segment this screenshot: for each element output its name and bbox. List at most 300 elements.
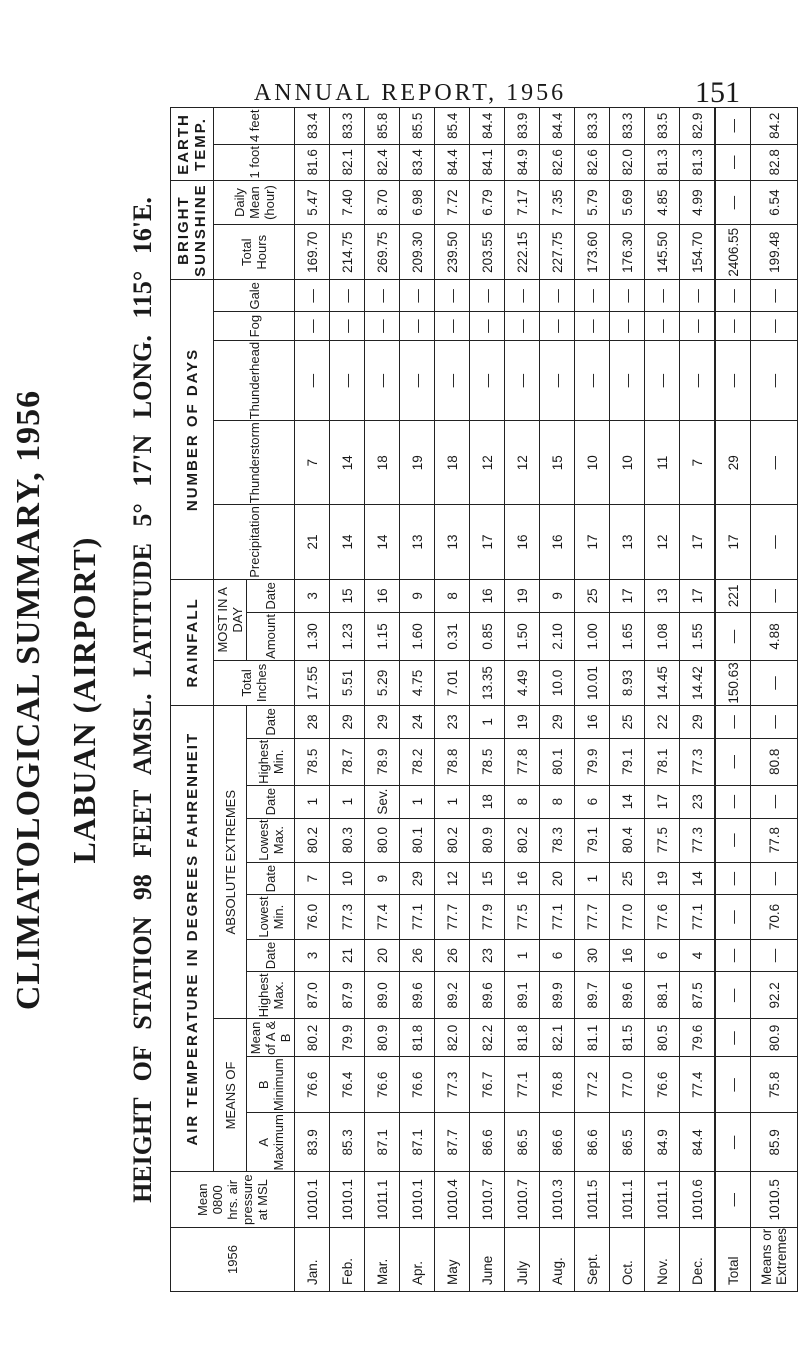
mean-min-header: B Minimum: [247, 1057, 295, 1113]
fog-header: Fog: [214, 312, 295, 341]
table-cell: 80.8: [751, 738, 798, 785]
table-cell: 76.6: [295, 1057, 330, 1113]
table-cell: 1.30: [295, 613, 330, 661]
table-cell: 14: [610, 785, 645, 818]
table-cell: 77.3: [680, 738, 716, 785]
report-title: CLIMATOLOGICAL SUMMARY, 1956: [10, 389, 47, 1011]
table-cell: —: [715, 939, 751, 972]
row-label: Jan.: [295, 1227, 330, 1291]
table-cell: 0.85: [470, 613, 505, 661]
table-cell: 4.99: [680, 180, 716, 224]
table-cell: 26: [400, 939, 435, 972]
table-cell: 0.31: [435, 613, 470, 661]
table-cell: —: [680, 340, 716, 420]
table-cell: 80.1: [540, 738, 575, 785]
mean-max-header: A Maximum: [247, 1113, 295, 1172]
row-label: Mar.: [365, 1227, 400, 1291]
table-cell: —: [751, 862, 798, 895]
table-cell: 82.6: [575, 144, 610, 180]
table-cell: 80.9: [751, 1019, 798, 1057]
table-cell: 77.5: [505, 895, 540, 939]
row-label: July: [505, 1227, 540, 1291]
table-cell: 21: [295, 505, 330, 580]
table-cell: 77.1: [680, 895, 716, 939]
table-cell: 79.6: [680, 1019, 716, 1057]
table-cell: 88.1: [645, 972, 680, 1019]
table-cell: —: [505, 340, 540, 420]
table-cell: 76.7: [470, 1057, 505, 1113]
table-cell: —: [715, 312, 751, 341]
table-cell: 86.6: [470, 1113, 505, 1172]
table-cell: 85.5: [400, 108, 435, 145]
table-cell: 10: [575, 421, 610, 505]
table-cell: —: [505, 312, 540, 341]
table-cell: 8: [540, 785, 575, 818]
table-cell: —: [540, 340, 575, 420]
table-cell: 77.8: [505, 738, 540, 785]
table-row: [645, 108, 680, 1292]
table-cell: 1010.1: [330, 1172, 365, 1227]
table-cell: 18: [470, 785, 505, 818]
table-cell: 14: [330, 421, 365, 505]
table-cell: —: [645, 280, 680, 312]
table-row: [400, 108, 435, 1292]
table-cell: 1: [295, 785, 330, 818]
table-cell: 87.0: [295, 972, 330, 1019]
table-cell: 15: [330, 579, 365, 612]
table-cell: 5.79: [575, 180, 610, 224]
table-cell: 17.55: [295, 660, 330, 705]
table-cell: —: [715, 108, 751, 145]
table-cell: 78.5: [295, 738, 330, 785]
table-cell: 80.9: [470, 818, 505, 862]
table-cell: 30: [575, 939, 610, 972]
table-cell: 14.45: [645, 660, 680, 705]
mean-ab-header: Mean of A & B: [247, 1019, 295, 1057]
table-cell: 7.40: [330, 180, 365, 224]
table-cell: 4.75: [400, 660, 435, 705]
table-cell: 269.75: [365, 225, 400, 280]
table-cell: 29: [330, 706, 365, 739]
table-row: [680, 108, 716, 1292]
table-cell: 77.3: [330, 895, 365, 939]
table-cell: —: [365, 340, 400, 420]
table-cell: 76.4: [330, 1057, 365, 1113]
table-cell: 76.0: [295, 895, 330, 939]
table-cell: 81.5: [610, 1019, 645, 1057]
table-cell: —: [575, 312, 610, 341]
table-cell: 1.23: [330, 613, 365, 661]
table-cell: 86.5: [610, 1113, 645, 1172]
table-cell: 92.2: [751, 972, 798, 1019]
table-cell: —: [400, 312, 435, 341]
table-row: [295, 108, 330, 1292]
table-row: [715, 108, 751, 1292]
table-cell: 20: [365, 939, 400, 972]
table-cell: —: [715, 862, 751, 895]
table-cell: 1: [435, 785, 470, 818]
table-cell: 78.2: [400, 738, 435, 785]
table-cell: 86.6: [575, 1113, 610, 1172]
table-cell: 173.60: [575, 225, 610, 280]
table-cell: —: [715, 972, 751, 1019]
table-cell: 82.0: [610, 144, 645, 180]
table-cell: 19: [400, 421, 435, 505]
table-cell: 16: [505, 505, 540, 580]
row-label: Aug.: [540, 1227, 575, 1291]
table-cell: 87.9: [330, 972, 365, 1019]
table-cell: —: [330, 280, 365, 312]
table-cell: 89.6: [470, 972, 505, 1019]
table-cell: 77.0: [610, 1057, 645, 1113]
table-cell: 18: [365, 421, 400, 505]
table-cell: —: [751, 340, 798, 420]
table-cell: 16: [540, 505, 575, 580]
table-cell: 16: [610, 939, 645, 972]
table-cell: 85.4: [435, 108, 470, 145]
table-cell: 176.30: [610, 225, 645, 280]
table-row: [330, 108, 365, 1292]
table-cell: 82.6: [540, 144, 575, 180]
table-cell: 5.51: [330, 660, 365, 705]
table-cell: —: [715, 1172, 751, 1227]
table-cell: 77.6: [645, 895, 680, 939]
table-cell: —: [715, 340, 751, 420]
table-cell: 7: [680, 421, 716, 505]
table-cell: 25: [610, 706, 645, 739]
table-cell: 15: [540, 421, 575, 505]
table-cell: 29: [365, 706, 400, 739]
table-cell: 17: [645, 785, 680, 818]
table-cell: 209.30: [400, 225, 435, 280]
table-cell: 77.0: [610, 895, 645, 939]
table-cell: —: [751, 421, 798, 505]
table-cell: 77.7: [575, 895, 610, 939]
table-cell: —: [751, 280, 798, 312]
table-cell: —: [715, 738, 751, 785]
table-cell: 77.4: [680, 1057, 716, 1113]
table-cell: 8.70: [365, 180, 400, 224]
table-cell: 84.9: [505, 144, 540, 180]
table-cell: 14: [365, 505, 400, 580]
table-cell: 82.1: [330, 144, 365, 180]
table-cell: 89.0: [365, 972, 400, 1019]
table-cell: 4.49: [505, 660, 540, 705]
table-cell: 17: [470, 505, 505, 580]
table-cell: —: [330, 340, 365, 420]
table-cell: 1011.1: [610, 1172, 645, 1227]
table-cell: 89.7: [575, 972, 610, 1019]
table-cell: 29: [400, 862, 435, 895]
table-cell: —: [610, 280, 645, 312]
table-cell: 80.4: [610, 818, 645, 862]
table-cell: —: [680, 312, 716, 341]
table-cell: 1.55: [680, 613, 716, 661]
table-cell: 79.1: [610, 738, 645, 785]
table-cell: —: [470, 280, 505, 312]
table-cell: 1010.4: [435, 1172, 470, 1227]
table-cell: 3: [295, 939, 330, 972]
table-row: [540, 108, 575, 1292]
table-cell: 3: [295, 579, 330, 612]
table-cell: 4.85: [645, 180, 680, 224]
table-cell: —: [540, 312, 575, 341]
table-cell: —: [610, 312, 645, 341]
table-cell: 13.35: [470, 660, 505, 705]
table-cell: 16: [365, 579, 400, 612]
table-cell: 9: [400, 579, 435, 612]
table-cell: 25: [575, 579, 610, 612]
table-cell: 1.60: [400, 613, 435, 661]
table-cell: 87.5: [680, 972, 716, 1019]
table-cell: —: [400, 340, 435, 420]
table-cell: —: [680, 280, 716, 312]
table-cell: 12: [505, 421, 540, 505]
table-cell: —: [435, 312, 470, 341]
table-cell: 89.6: [610, 972, 645, 1019]
table-cell: 1.00: [575, 613, 610, 661]
table-cell: 77.3: [435, 1057, 470, 1113]
table-cell: 4: [680, 939, 716, 972]
table-cell: —: [715, 706, 751, 739]
table-cell: 81.8: [505, 1019, 540, 1057]
table-cell: 77.1: [505, 1057, 540, 1113]
row-label: Oct.: [610, 1227, 645, 1291]
row-label: Feb.: [330, 1227, 365, 1291]
table-cell: 23: [435, 706, 470, 739]
table-row: [435, 108, 470, 1292]
table-cell: 84.2: [751, 108, 798, 145]
table-cell: 83.3: [575, 108, 610, 145]
table-cell: 82.2: [470, 1019, 505, 1057]
table-cell: 6: [575, 785, 610, 818]
table-cell: 78.3: [540, 818, 575, 862]
most-in-a-day-subgroup: MOST IN A DAY: [214, 579, 247, 660]
table-cell: 76.8: [540, 1057, 575, 1113]
table-cell: 1010.7: [505, 1172, 540, 1227]
table-cell: 8: [435, 579, 470, 612]
table-cell: —: [435, 340, 470, 420]
table-cell: —: [715, 895, 751, 939]
table-cell: —: [365, 312, 400, 341]
table-cell: 222.15: [505, 225, 540, 280]
table-cell: 14: [330, 505, 365, 580]
table-cell: 26: [435, 939, 470, 972]
table-cell: —: [751, 579, 798, 612]
table-cell: 80.5: [645, 1019, 680, 1057]
table-cell: 20: [540, 862, 575, 895]
table-cell: 6.79: [470, 180, 505, 224]
table-cell: 82.0: [435, 1019, 470, 1057]
table-cell: —: [751, 939, 798, 972]
most-amount-header: Amount: [247, 613, 295, 661]
table-cell: 29: [540, 706, 575, 739]
table-cell: 82.8: [751, 144, 798, 180]
table-row: [610, 108, 645, 1292]
row-label: Sept.: [575, 1227, 610, 1291]
earth-4ft-header: 4 feet: [214, 108, 295, 145]
daily-mean-header: Daily Mean (hour): [214, 180, 295, 224]
table-cell: 16: [575, 706, 610, 739]
table-cell: 28: [295, 706, 330, 739]
table-cell: 81.3: [680, 144, 716, 180]
absolute-extremes-subgroup: ABSOLUTE EXTREMES: [214, 706, 247, 1019]
table-cell: 7: [295, 862, 330, 895]
table-cell: 5.29: [365, 660, 400, 705]
table-cell: 85.9: [751, 1113, 798, 1172]
table-cell: 87.1: [400, 1113, 435, 1172]
table-cell: 1.08: [645, 613, 680, 661]
table-cell: 7.35: [540, 180, 575, 224]
table-cell: 6: [540, 939, 575, 972]
table-cell: —: [645, 312, 680, 341]
table-cell: 79.1: [575, 818, 610, 862]
table-cell: 86.5: [505, 1113, 540, 1172]
table-cell: 77.3: [680, 818, 716, 862]
table-cell: 19: [645, 862, 680, 895]
table-cell: 214.75: [330, 225, 365, 280]
table-cell: 80.2: [505, 818, 540, 862]
air-temperature-group: AIR TEMPERATURE IN DEGREES FAHRENHEIT: [171, 706, 214, 1172]
table-cell: 80.9: [365, 1019, 400, 1057]
table-cell: 12: [470, 421, 505, 505]
table-cell: —: [505, 280, 540, 312]
table-cell: 9: [365, 862, 400, 895]
table-cell: —: [715, 818, 751, 862]
table-cell: 19: [505, 706, 540, 739]
table-cell: 2.10: [540, 613, 575, 661]
table-cell: —: [715, 785, 751, 818]
table-cell: 82.9: [680, 108, 716, 145]
table-cell: —: [400, 280, 435, 312]
table-cell: 76.6: [645, 1057, 680, 1113]
date-header: Date: [247, 706, 295, 739]
table-cell: 1010.1: [400, 1172, 435, 1227]
table-cell: 13: [645, 579, 680, 612]
table-cell: 199.48: [751, 225, 798, 280]
table-cell: 89.6: [400, 972, 435, 1019]
table-cell: 85.3: [330, 1113, 365, 1172]
table-cell: 6: [645, 939, 680, 972]
table-cell: 17: [610, 579, 645, 612]
table-cell: 8: [505, 785, 540, 818]
table-cell: 17: [680, 579, 716, 612]
table-cell: —: [751, 785, 798, 818]
table-cell: 10: [610, 421, 645, 505]
table-cell: 24: [400, 706, 435, 739]
table-cell: —: [295, 280, 330, 312]
table-cell: 221: [715, 579, 751, 612]
table-cell: 227.75: [540, 225, 575, 280]
table-cell: 1.50: [505, 613, 540, 661]
table-cell: —: [295, 312, 330, 341]
table-cell: 29: [715, 421, 751, 505]
row-label: May: [435, 1227, 470, 1291]
table-cell: 7.17: [505, 180, 540, 224]
table-cell: 77.2: [575, 1057, 610, 1113]
table-cell: 84.4: [470, 108, 505, 145]
rainfall-group: RAINFALL: [171, 579, 214, 705]
table-cell: 80.2: [295, 1019, 330, 1057]
table-cell: 77.4: [365, 895, 400, 939]
table-cell: 86.6: [540, 1113, 575, 1172]
table-row: [470, 108, 505, 1292]
table-cell: 80.2: [435, 818, 470, 862]
table-cell: —: [751, 660, 798, 705]
means-of-subgroup: MEANS OF: [214, 1019, 247, 1172]
table-cell: 89.2: [435, 972, 470, 1019]
table-cell: —: [715, 1057, 751, 1113]
table-cell: 84.4: [540, 108, 575, 145]
table-cell: 1011.1: [365, 1172, 400, 1227]
table-row: [575, 108, 610, 1292]
table-cell: 16: [505, 862, 540, 895]
table-cell: —: [365, 280, 400, 312]
table-cell: 239.50: [435, 225, 470, 280]
table-cell: 84.4: [435, 144, 470, 180]
table-cell: 76.6: [400, 1057, 435, 1113]
table-cell: —: [715, 1019, 751, 1057]
table-cell: 1010.1: [295, 1172, 330, 1227]
date-header: Date: [247, 939, 295, 972]
rotated-table-page: [10, 100, 789, 1300]
table-cell: —: [715, 180, 751, 224]
table-cell: 17: [575, 505, 610, 580]
table-cell: 5.47: [295, 180, 330, 224]
table-cell: 77.5: [645, 818, 680, 862]
table-cell: 1010.5: [751, 1172, 798, 1227]
table-cell: 78.7: [330, 738, 365, 785]
year-header: 1956: [171, 1227, 295, 1291]
table-cell: —: [470, 340, 505, 420]
table-cell: 11: [645, 421, 680, 505]
table-cell: 1010.7: [470, 1172, 505, 1227]
table-cell: 4.88: [751, 613, 798, 661]
table-cell: 145.50: [645, 225, 680, 280]
table-cell: 83.5: [645, 108, 680, 145]
table-cell: 14.42: [680, 660, 716, 705]
table-cell: 87.1: [365, 1113, 400, 1172]
lowest-max-header: Lowest Max.: [247, 818, 295, 862]
lowest-min-header: Lowest Min.: [247, 895, 295, 939]
table-cell: —: [715, 1113, 751, 1172]
table-cell: 1010.3: [540, 1172, 575, 1227]
table-cell: 10.01: [575, 660, 610, 705]
table-cell: —: [470, 312, 505, 341]
running-title: ANNUAL REPORT, 1956: [253, 80, 567, 106]
station-name: LABUAN (AIRPORT): [66, 536, 102, 864]
station-details: HEIGHT OF STATION 98 FEET AMSL. LATITUDE 5° 17'N LONG. 115° 16'E.: [128, 197, 157, 1203]
table-cell: 83.3: [330, 108, 365, 145]
table-cell: 77.8: [751, 818, 798, 862]
table-cell: 21: [330, 939, 365, 972]
highest-max-header: Highest Max.: [247, 972, 295, 1019]
table-row: [365, 108, 400, 1292]
thunderstorm-header: Thunderstorm: [214, 421, 295, 505]
table-cell: —: [610, 340, 645, 420]
table-cell: 19: [505, 579, 540, 612]
table-cell: 87.7: [435, 1113, 470, 1172]
table-cell: 1: [505, 939, 540, 972]
table-cell: —: [330, 312, 365, 341]
table-cell: 18: [435, 421, 470, 505]
gale-header: Gale: [214, 280, 295, 312]
table-cell: 85.8: [365, 108, 400, 145]
table-cell: 79.9: [575, 738, 610, 785]
table-cell: —: [295, 340, 330, 420]
row-label: Dec.: [680, 1227, 716, 1291]
table-cell: 10.0: [540, 660, 575, 705]
